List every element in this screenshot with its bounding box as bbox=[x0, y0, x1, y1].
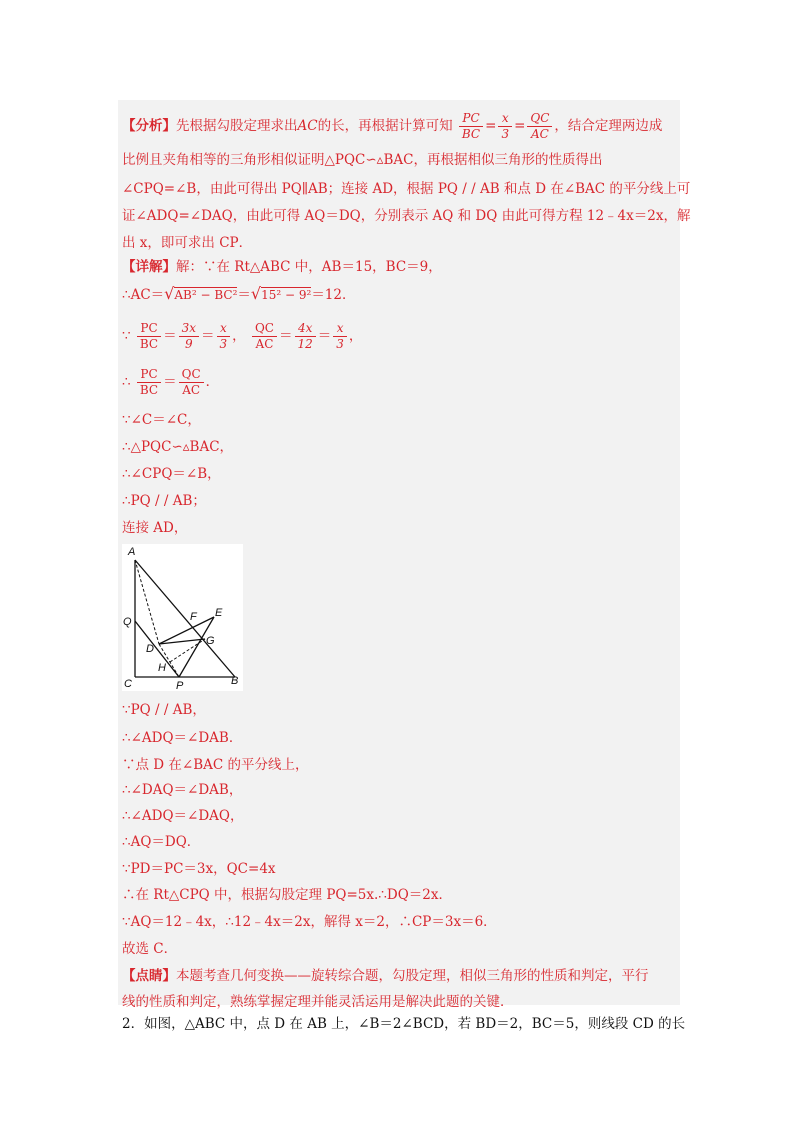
geometry-figure bbox=[122, 544, 243, 691]
detail-line-14: ∴∠ADQ＝∠DAQ， bbox=[122, 808, 244, 824]
detail-line-17: ∴在 Rt△CPQ 中，根据勾股定理 PQ=5x.∴DQ＝2x． bbox=[122, 887, 452, 903]
analysis-line-4: 证∠ADQ=∠DAQ，由此可得 AQ＝DQ，分别表示 AQ 和 DQ 由此可得方程 12﹣4x＝2x，解 bbox=[122, 208, 691, 224]
analysis-line-2: 比例且夹角相等的三角形相似证明△PQC∽▵BAC，再根据相似三角形的性质得出 bbox=[122, 152, 603, 168]
segment-qp bbox=[135, 621, 179, 677]
detail-line-16: ∵PD＝PC＝3x，QC=4x bbox=[122, 861, 276, 877]
detail-line-2: ∴AC＝√AB² − BC²＝√15² − 9²＝12． bbox=[122, 284, 356, 303]
detail-line-6: ∴△PQC∽▵BAC， bbox=[122, 439, 234, 455]
label-p: P bbox=[176, 680, 184, 691]
detail-line-5: ∵∠C＝∠C， bbox=[122, 412, 201, 428]
fraction-x-3: $\frac{x}{3}$ bbox=[498, 111, 512, 142]
detail-line-10: ∵PQ / / AB， bbox=[122, 702, 206, 718]
detail-line-8: ∴PQ / / AB； bbox=[122, 493, 206, 509]
label-c: C bbox=[124, 678, 132, 690]
detail-line-12: ∵点 D 在∠BAC 的平分线上， bbox=[122, 757, 309, 773]
comment-tag: 【点睛】 bbox=[122, 968, 176, 984]
triangle-diagram bbox=[122, 544, 243, 691]
detail-line-15: ∴AQ＝DQ． bbox=[122, 834, 201, 850]
fraction-qc-ac: $\frac{QC}{AC}$ bbox=[527, 111, 552, 142]
detail-line-11: ∴∠ADQ＝∠DAB． bbox=[122, 730, 243, 746]
detail-line-4: ∴ $\frac{PC}{BC}$ ＝ $\frac{QC}{AC}$ ． bbox=[122, 367, 220, 397]
question-2: 2．如图，△ABC 中，点 D 在 AB 上，∠B＝2∠BCD，若 BD＝2，BC＝5，则线段 CD 的长 bbox=[122, 1016, 686, 1032]
analysis-line-1: 【分析】先根据勾股定理求出AC的长，再根据计算可知 $\frac{PC}{BC}$ = $\frac{x}{3}$ = $\frac{QC}{AC}$ ，结合定理两边成 bbox=[122, 111, 663, 141]
detail-line-1: 【详解】解：∵在 Rt△ABC 中，AB＝15，BC＝9， bbox=[122, 259, 442, 275]
detail-tag: 【详解】 bbox=[122, 259, 176, 275]
detail-line-18: ∵AQ＝12﹣4x，∴12﹣4x＝2x，解得 x＝2，∴CP＝3x＝6． bbox=[122, 914, 497, 930]
detail-line-13: ∴∠DAQ＝∠DAB， bbox=[122, 782, 243, 798]
dashed-ad bbox=[135, 560, 159, 644]
label-q: Q bbox=[123, 616, 132, 628]
label-g: G bbox=[206, 635, 215, 647]
detail-line-7: ∴∠CPQ＝∠B， bbox=[122, 466, 221, 482]
label-f: F bbox=[190, 611, 197, 623]
detail-line-19: 故选 C． bbox=[122, 941, 178, 957]
detail-line-3: ∵ $\frac{PC}{BC}$ ＝ $\frac{3x}{9}$ ＝ $\frac{x}{3}$ ， $\frac{QC}{AC}$ ＝ $\frac{4x}{12}$ ＝ $\frac{x}{3}$ ， bbox=[122, 321, 363, 351]
label-h: H bbox=[158, 662, 166, 674]
analysis-line-5: 出 x，即可求出 CP． bbox=[122, 235, 253, 251]
analysis-line-3: ∠CPQ=∠B，由此可得出 PQ∥AB；连接 AD，根据 PQ / / AB 和点 D 在∠BAC 的平分线上可 bbox=[122, 181, 691, 197]
label-a: A bbox=[128, 546, 136, 558]
label-e: E bbox=[215, 607, 223, 619]
detail-line-9: 连接 AD， bbox=[122, 520, 188, 536]
label-d: D bbox=[146, 643, 154, 655]
comment-line-2: 线的性质和判定，熟练掌握定理并能灵活运用是解决此题的关键． bbox=[122, 994, 514, 1010]
fraction-pc-bc: $\frac{PC}{BC}$ bbox=[459, 111, 483, 142]
comment-line-1: 【点睛】本题考查几何变换——旋转综合题，勾股定理，相似三角形的性质和判定，平行 bbox=[122, 968, 649, 984]
analysis-tag: 【分析】 bbox=[122, 118, 176, 134]
label-b: B bbox=[231, 675, 239, 687]
